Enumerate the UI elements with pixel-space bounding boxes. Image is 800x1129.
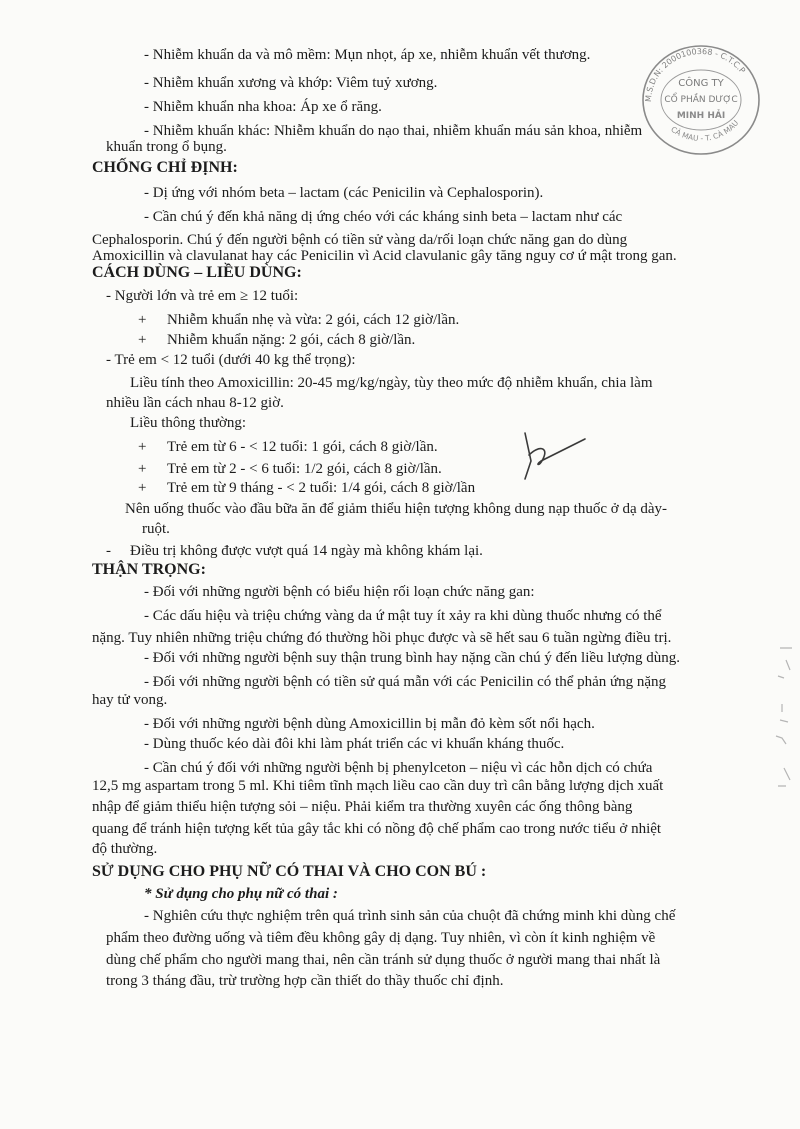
- text-line: Amoxicillin và clavulanat hay các Penicilin vì Acid clavulanic gây tăng nguy cơ ứ mật trong gan.: [92, 248, 677, 264]
- text-line: Liều thông thường:: [130, 415, 247, 431]
- sub-heading: * Sử dụng cho phụ nữ có thai :: [144, 886, 338, 902]
- text-line: ruột.: [142, 521, 170, 537]
- stamp-line2: CỔ PHẦN DƯỢC: [664, 95, 738, 105]
- text-line: - Nhiễm khuẩn khác: Nhiễm khuẩn do nạo thai, nhiễm khuẩn máu sản khoa, nhiễm: [144, 123, 643, 139]
- stamp-bottom-text: CÀ MAU - T. CÀ MAU: [669, 118, 741, 143]
- bullet-mark: +: [138, 312, 147, 328]
- stamp-line3: MINH HẢI: [676, 111, 726, 121]
- text-line: Liều tính theo Amoxicillin: 20-45 mg/kg/ngày, tùy theo mức độ nhiễm khuẩn, chia làm: [130, 375, 653, 391]
- text-line: quang để tránh hiện tượng kết tủa gây tắc khi có nồng độ chế phẩm cao trong nước tiểu ở nhiệt: [92, 821, 662, 837]
- text-line: trong 3 tháng đầu, trừ trường hợp cần thiết do thầy thuốc chỉ định.: [106, 973, 504, 989]
- text-line: Trẻ em từ 2 - < 6 tuổi: 1/2 gói, cách 8 giờ/lần.: [167, 461, 442, 477]
- text-line: Trẻ em từ 9 tháng - < 2 tuổi: 1/4 gói, cách 8 giờ/lần: [167, 480, 476, 496]
- signature-mark: [505, 425, 595, 490]
- stamp-top-text: M.S.D.N: 2000100368 - C.T.C.P: [643, 46, 747, 103]
- text-line: phẩm theo đường uống và tiêm đều không gây dị dạng. Tuy nhiên, vì còn ít kinh nghiệm về: [106, 930, 656, 946]
- stamp-line1: CÔNG TY: [678, 78, 724, 89]
- margin-scan-marks: [760, 640, 800, 800]
- text-line: - Đối với những người bệnh có biểu hiện rối loạn chức năng gan:: [144, 584, 535, 600]
- bullet-mark: +: [138, 332, 147, 348]
- text-line: hay tử vong.: [92, 692, 168, 708]
- text-line: - Người lớn và trẻ em ≥ 12 tuổi:: [106, 288, 299, 304]
- text-line: nhiều lần cách nhau 8-12 giờ.: [106, 395, 284, 411]
- text-line: - Đối với những người bệnh suy thận trung bình hay nặng cần chú ý đến liều lượng dùng.: [144, 650, 681, 666]
- text-line: - Nghiên cứu thực nghiệm trên quá trình sinh sản của chuột đã chứng minh khi dùng chế: [144, 908, 676, 924]
- text-line: - Trẻ em < 12 tuổi (dưới 40 kg thể trọng):: [106, 352, 356, 368]
- bullet-mark: +: [138, 461, 147, 477]
- text-line: - Nhiễm khuẩn xương và khớp: Viêm tuỷ xương.: [144, 75, 438, 91]
- text-line: - Các dấu hiệu và triệu chứng vàng da ứ mật tuy ít xảy ra khi dùng thuốc nhưng có thể: [144, 608, 662, 624]
- text-line: Nhiễm khuẩn nặng: 2 gói, cách 8 giờ/lần.: [167, 332, 416, 348]
- text-line: - Đối với những người bệnh có tiền sử quá mẫn với các Penicilin có thể phản ứng nặng: [144, 674, 667, 690]
- text-line: dùng chế phẩm cho người mang thai, nên cần tránh sử dụng thuốc ở người mang thai nhất là: [106, 952, 661, 968]
- section-heading: THẬN TRỌNG:: [92, 561, 206, 578]
- text-line: Điều trị không được vượt quá 14 ngày mà không khám lại.: [130, 543, 483, 559]
- section-heading: CÁCH DÙNG – LIỀU DÙNG:: [92, 264, 302, 281]
- text-line: Nhiễm khuẩn nhẹ và vừa: 2 gói, cách 12 giờ/lần.: [167, 312, 460, 328]
- text-line: - Nhiễm khuẩn da và mô mềm: Mụn nhọt, áp xe, nhiễm khuẩn vết thương.: [144, 47, 591, 63]
- text-line: khuẩn trong ổ bụng.: [106, 139, 227, 155]
- bullet-mark: +: [138, 480, 147, 496]
- text-line: - Dị ứng với nhóm beta – lactam (các Penicilin và Cephalosporin).: [144, 185, 544, 201]
- text-line: độ thường.: [92, 841, 158, 857]
- text-line: Nên uống thuốc vào đầu bữa ăn để giảm thiểu hiện tượng không dung nạp thuốc ở dạ dày-: [125, 501, 667, 517]
- svg-text:CÀ MAU - T. CÀ MAU: [669, 118, 740, 142]
- svg-text:M.S.D.N: 2000100368 - C.T.C.P: [644, 47, 747, 102]
- text-line: - Đối với những người bệnh dùng Amoxicillin bị mẫn đỏ kèm sốt nổi hạch.: [144, 716, 595, 732]
- bullet-mark: +: [138, 439, 147, 455]
- text-line: - Cần chú ý đối với những người bệnh bị phenylceton – niệu vì các hỗn dịch có chứa: [144, 760, 653, 776]
- company-stamp-seal: [637, 38, 765, 156]
- text-line: Cephalosporin. Chú ý đến người bệnh có tiền sử vàng da/rối loạn chức năng gan do dùng: [92, 232, 628, 248]
- text-line: - Nhiễm khuẩn nha khoa: Áp xe ổ răng.: [144, 99, 382, 115]
- text-line: nặng. Tuy nhiên những triệu chứng đó thường hồi phục được và sẽ hết sau 6 tuần ngừng điều trị.: [92, 630, 672, 646]
- section-heading: CHỐNG CHỈ ĐỊNH:: [92, 159, 238, 176]
- text-line: 12,5 mg aspartam trong 5 ml. Khi tiêm tĩnh mạch liều cao cần duy trì cân bằng lượng dịch xuất: [92, 778, 664, 794]
- text-line: Trẻ em từ 6 - < 12 tuổi: 1 gói, cách 8 giờ/lần.: [167, 439, 438, 455]
- text-line: - Dùng thuốc kéo dài đôi khi làm phát triển các vi khuẩn kháng thuốc.: [144, 736, 565, 752]
- text-line: - Cần chú ý đến khả năng dị ứng chéo với các kháng sinh beta – lactam như các: [144, 209, 623, 225]
- bullet-mark: -: [106, 543, 111, 559]
- section-heading: SỬ DỤNG CHO PHỤ NỮ CÓ THAI VÀ CHO CON BÚ :: [92, 863, 487, 880]
- text-line: nhập để giảm thiểu hiện tượng sỏi – niệu. Phải kiểm tra thường xuyên các ống thông bàng: [92, 799, 633, 815]
